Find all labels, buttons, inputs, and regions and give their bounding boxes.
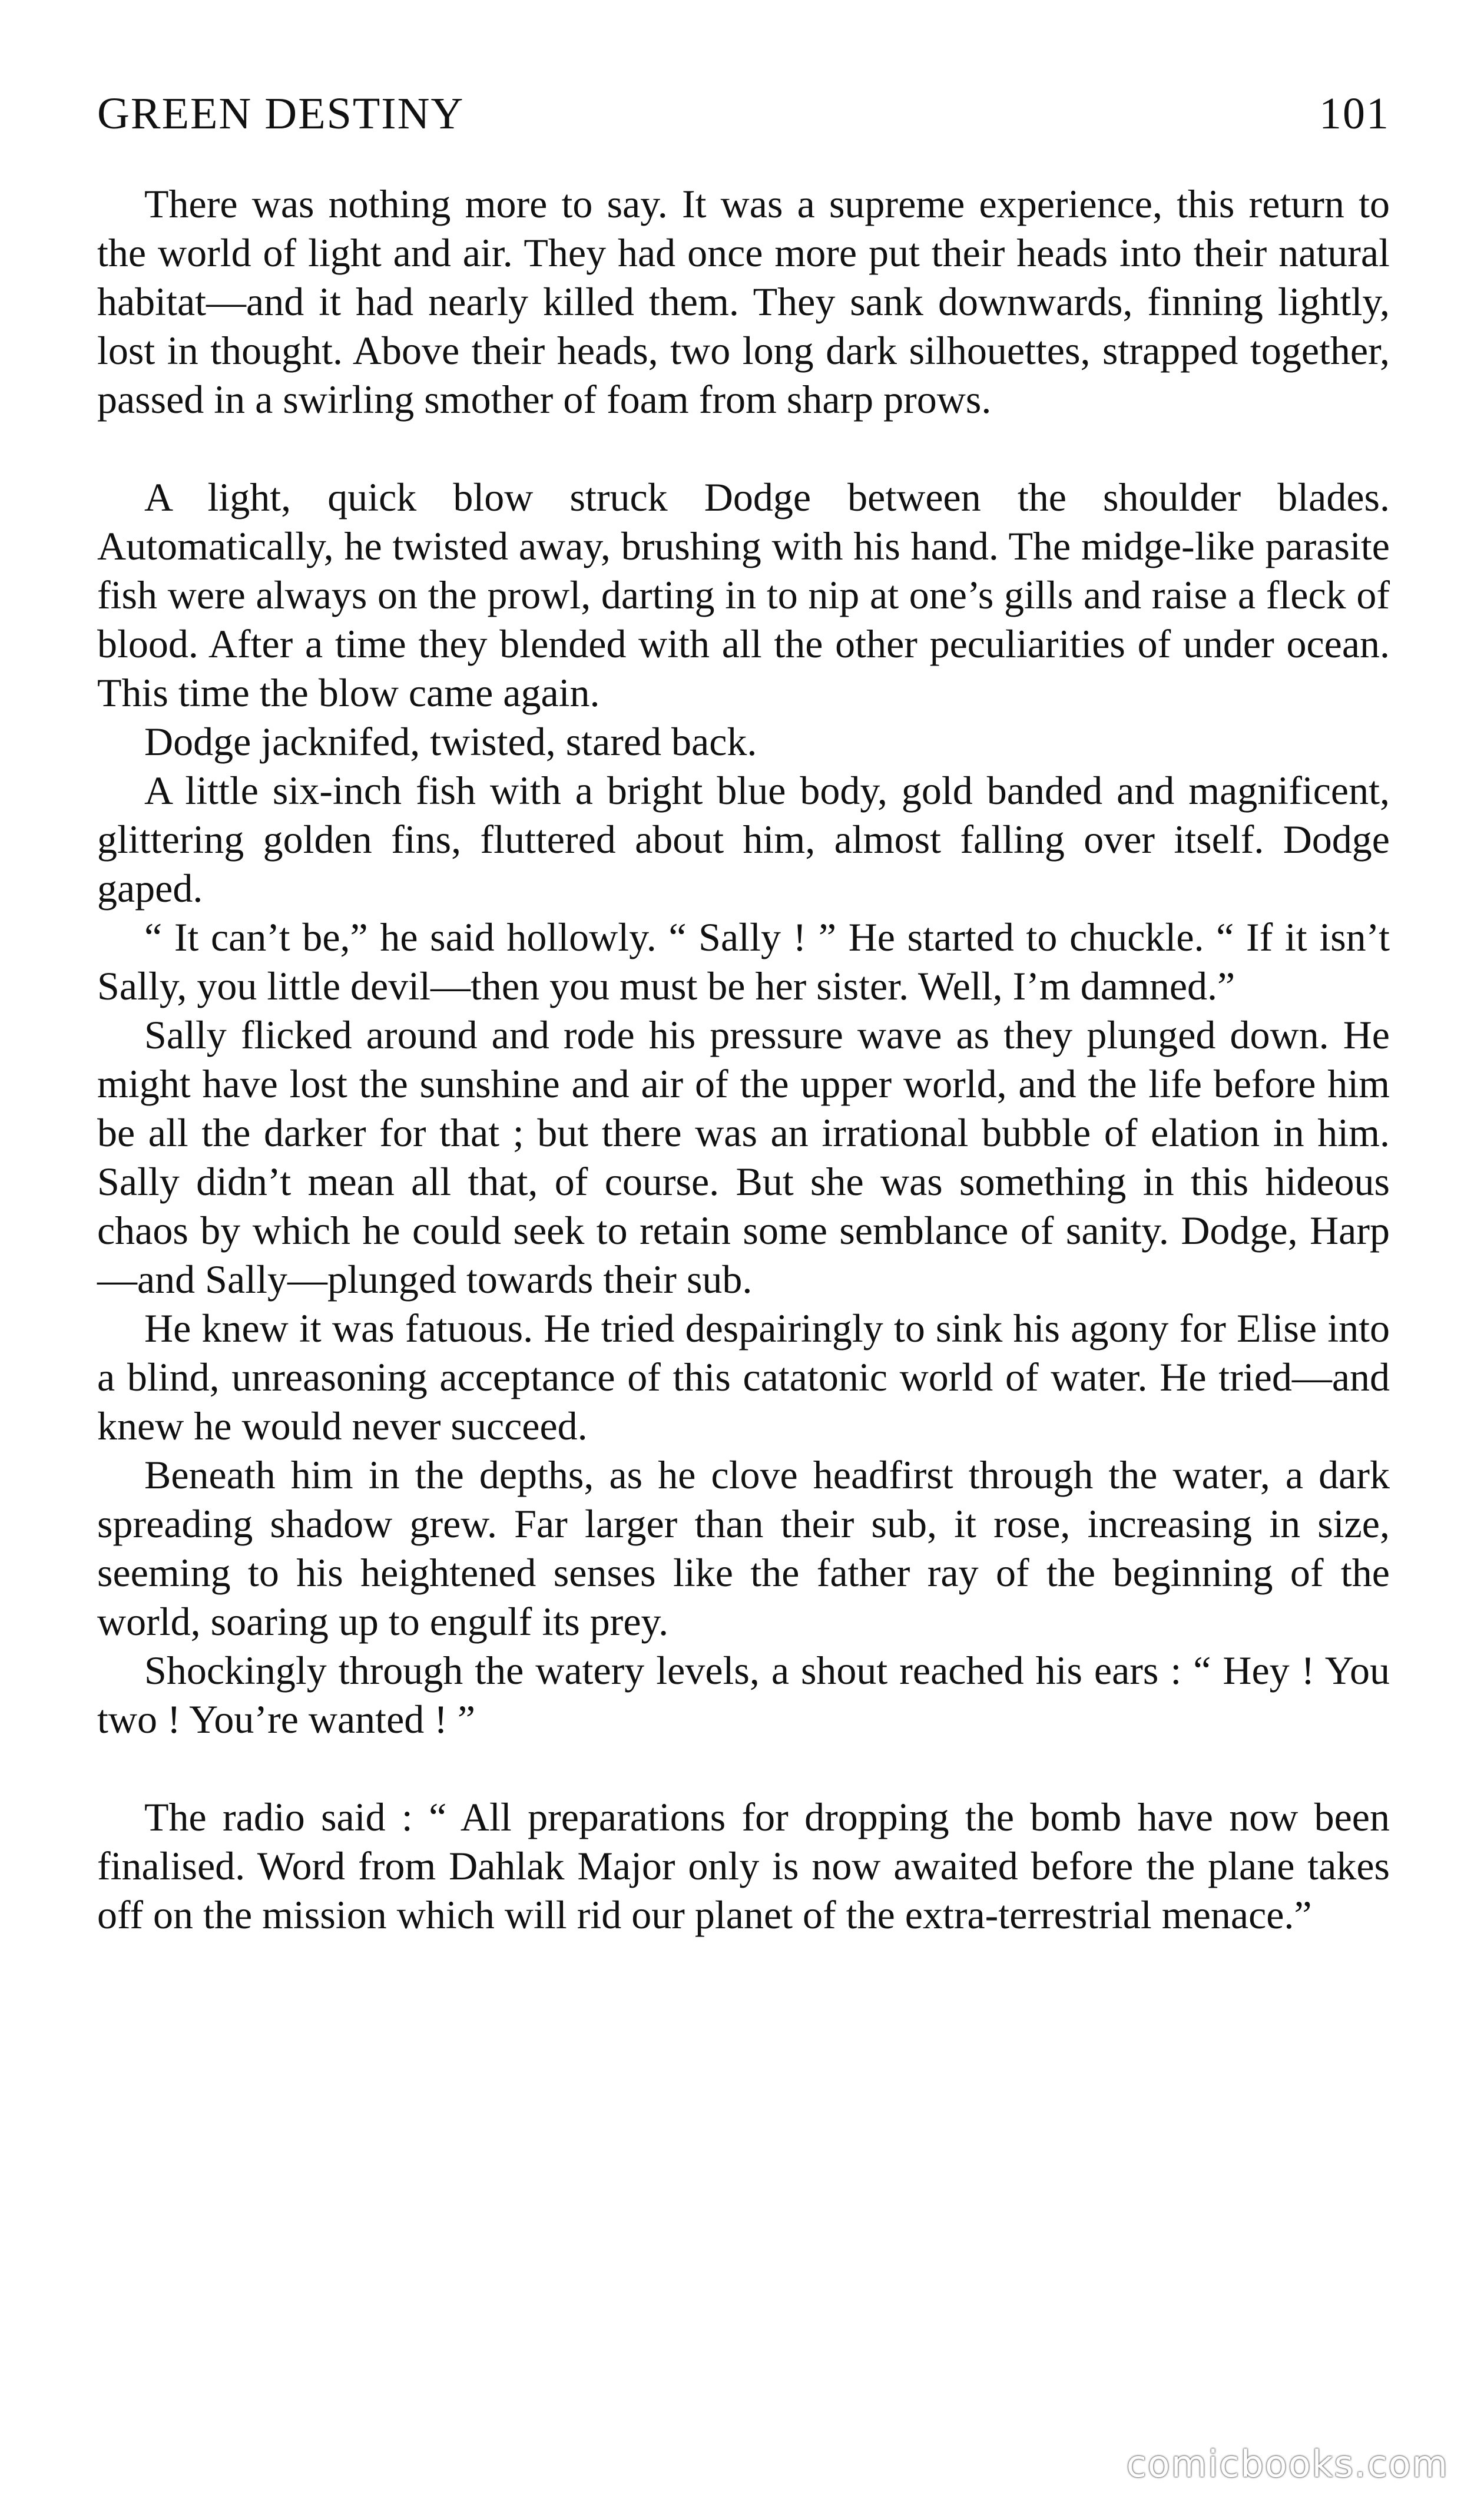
paragraph: A light, quick blow struck Dodge between the shoulder blades. Automatically, he twisted away, brushing with his hand. The midge-like parasite fish were always on the prowl, darting in to nip at one’s gills and raise a fleck of blood. After a time they blended with all the other peculiarities of under ocean. This time the blow came again. (97, 475, 1390, 715)
paragraph: The radio said : “ All preparations for dropping the bomb have now been finalised. Word from Dahlak Major only is now awaited before the plane takes off on the mission which will rid our planet of the extra-terrestrial menace.” (97, 1795, 1390, 1937)
paragraph: There was nothing more to say. It was a supreme experience, this return to the world of light and air. They had once more put their heads into their natural habitat—and it had nearly killed them. They sank downwards, finning lightly, lost in thought. Above their heads, two long dark silhouettes, strapped together, passed in a swirling smother of foam from sharp prows. (97, 181, 1390, 422)
paragraph: Shockingly through the watery levels, a shout reached his ears : “ Hey ! You two ! You’re wanted ! ” (97, 1648, 1390, 1742)
paragraph: “ It can’t be,” he said hollowly. “ Sally ! ” He started to chuckle. “ If it isn’t Sally, you little devil—then you must be her sister. Well, I’m damned.” (97, 915, 1390, 1008)
paragraph: He knew it was fatuous. He tried despairingly to sink his agony for Elise into a blind, unreasoning acceptance of this catatonic world of water. He tried—and knew he would never succeed. (97, 1306, 1390, 1448)
paragraph: A little six-inch fish with a bright blue body, gold banded and magnificent, glittering golden fins, fluttered about him, almost falling over itself. Dodge gaped. (97, 768, 1390, 911)
running-title: GREEN DESTINY (97, 89, 465, 138)
watermark: comicbooks.com (1126, 2442, 1449, 2485)
page-number: 101 (1319, 89, 1390, 138)
running-head (97, 88, 1390, 153)
body-text (97, 180, 1390, 1939)
paragraph: Sally flicked around and rode his pressure wave as they plunged down. He might have lost the sunshine and air of the upper world, and the life before him be all the darker for that ; but there was an irrational bubble of elation in him. Sally didn’t mean all that, of course. But she was something in this hideous chaos by which he could seek to retain some semblance of sanity. Dodge, Harp—and Sally—plunged towards their sub. (97, 1012, 1390, 1302)
paragraph: Beneath him in the depths, as he clove headfirst through the water, a dark spreading shadow grew. Far larger than their sub, it rose, increasing in size, seeming to his heightened senses like the father ray of the beginning of the world, soaring up to engulf its prey. (97, 1452, 1390, 1644)
paragraph: Dodge jacknifed, twisted, stared back. (144, 719, 757, 764)
